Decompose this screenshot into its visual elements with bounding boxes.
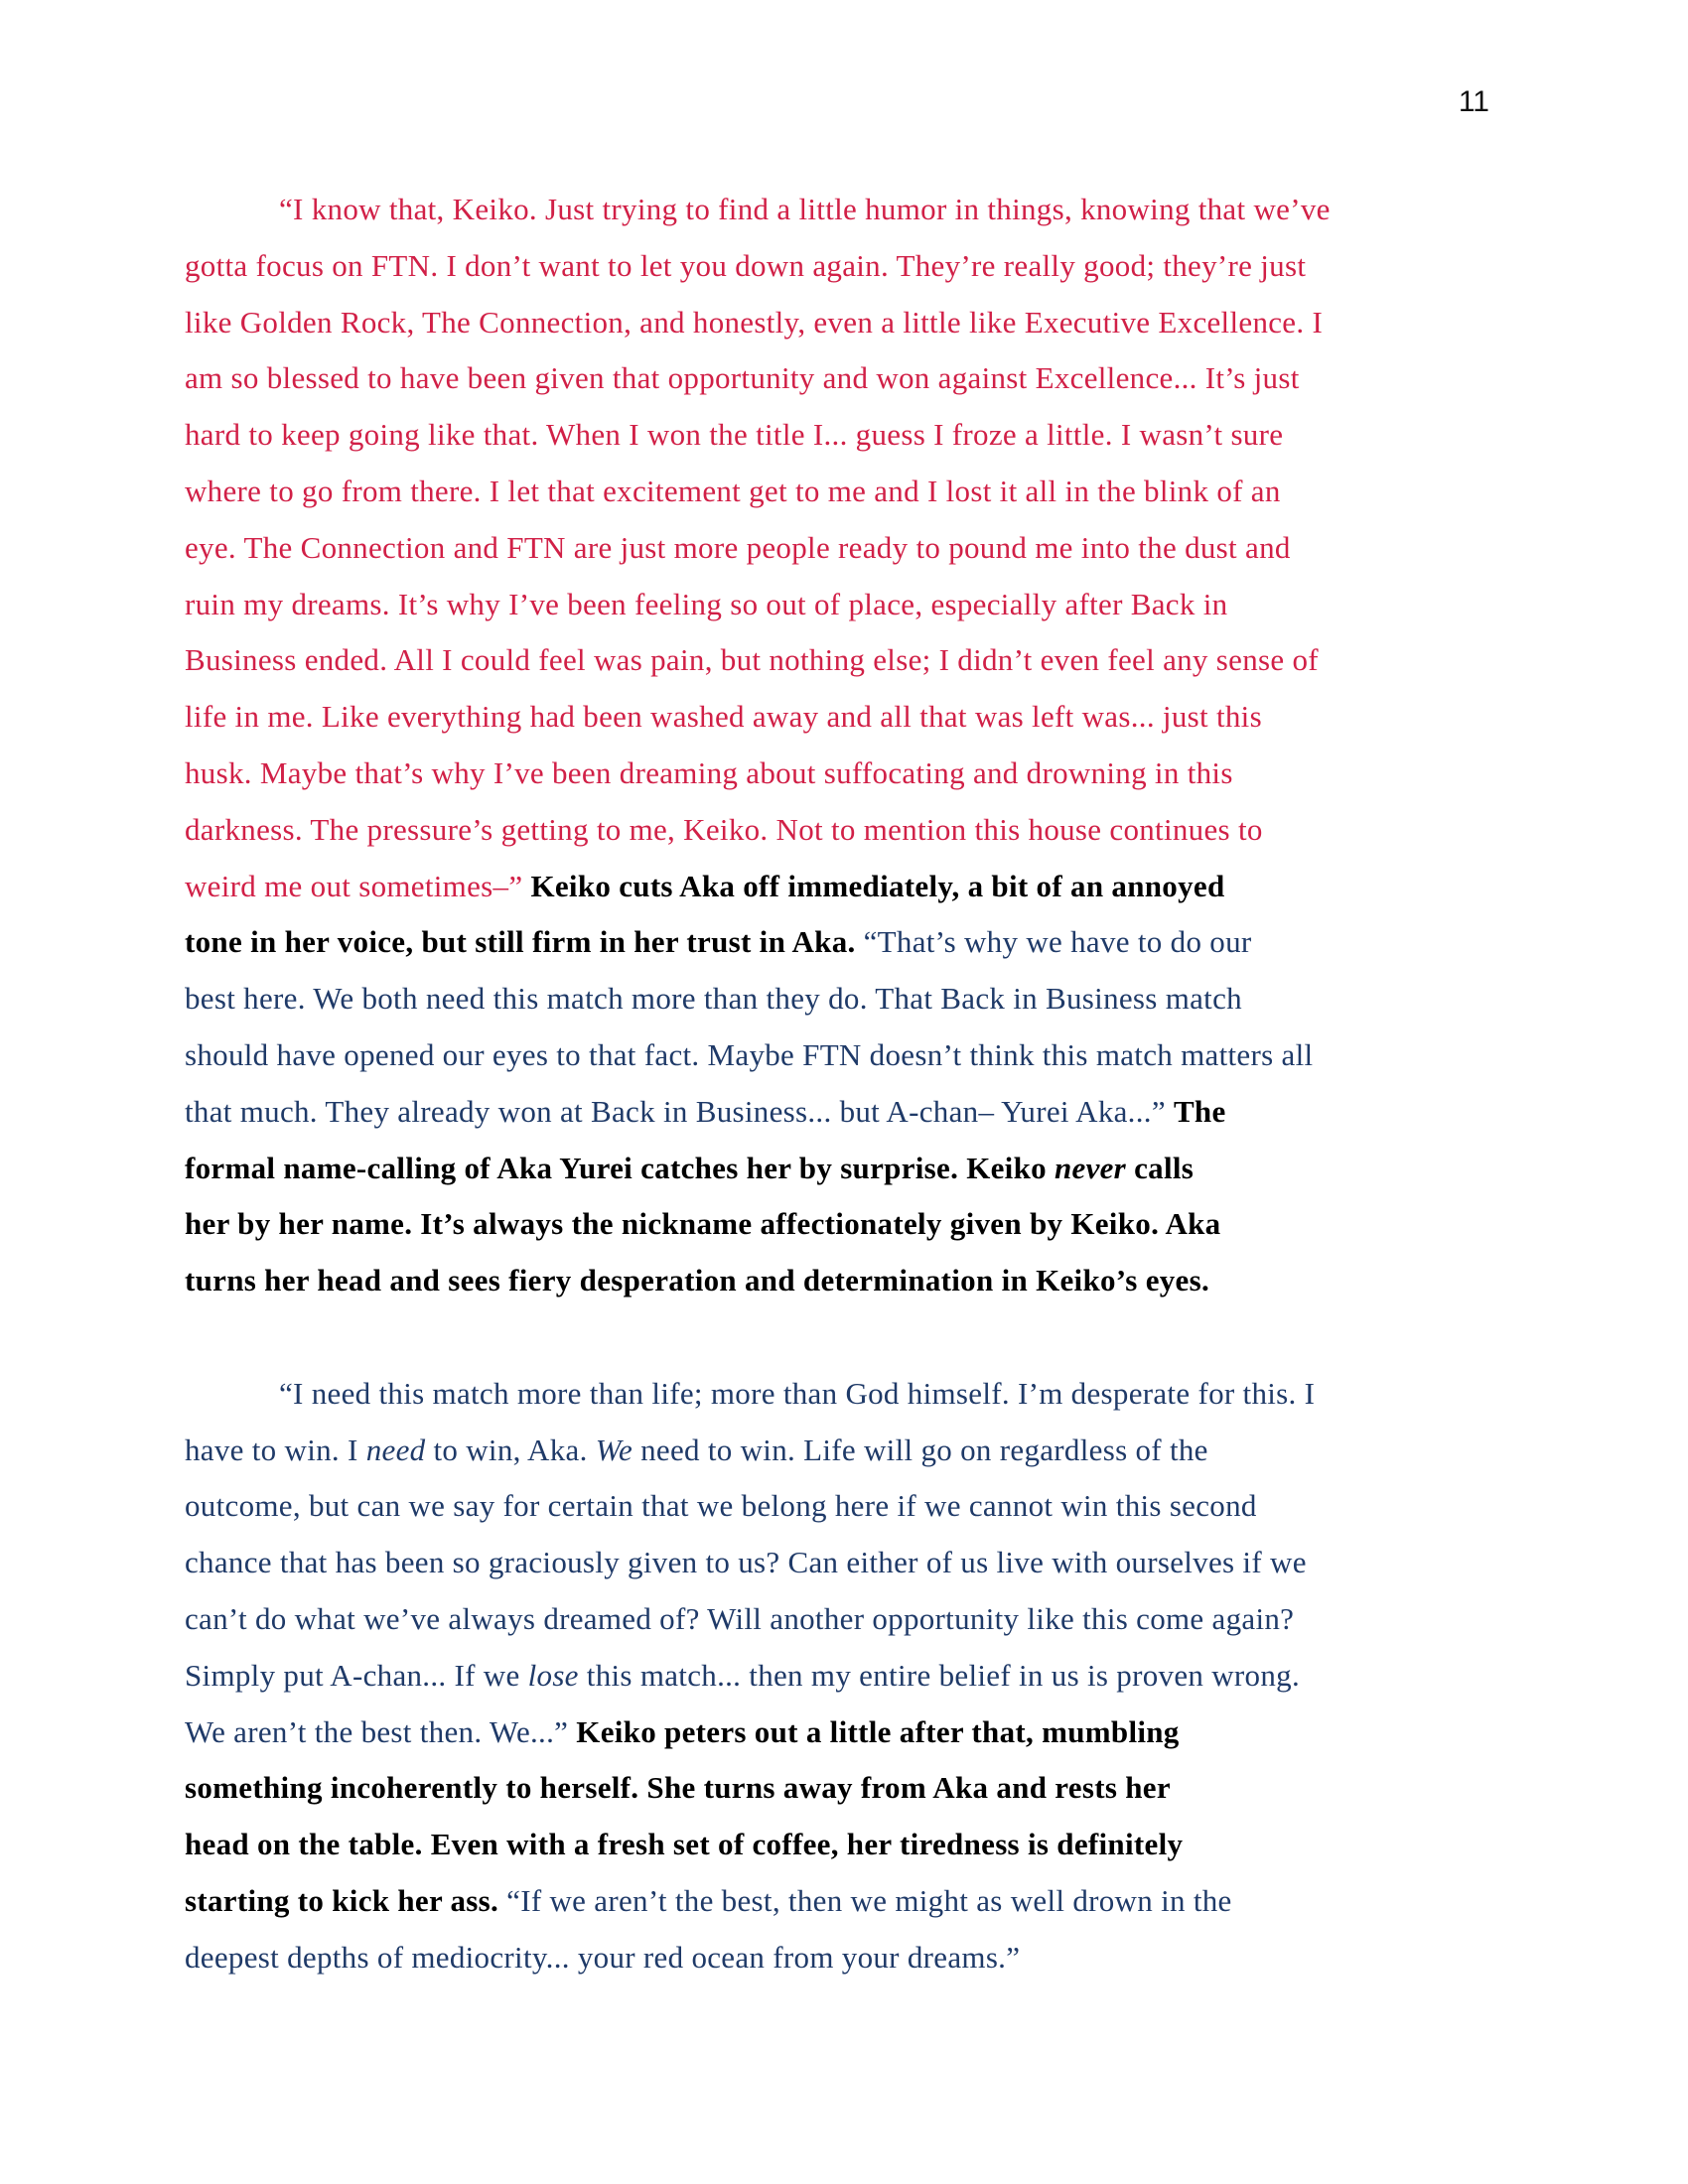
document-body bbox=[185, 182, 1515, 1986]
text-run-blue: can’t do what we’ve always dreamed of? Will another opportunity like this come again? bbox=[185, 1600, 1295, 1636]
text-run-blue: to win, Aka. bbox=[425, 1432, 596, 1467]
text-run-red: where to go from there. I let that excitement get to me and I lost it all in the blink of an bbox=[185, 473, 1281, 508]
paragraph bbox=[185, 182, 1515, 1309]
text-line bbox=[185, 1478, 1515, 1535]
text-run-bold: tone in her voice, but still firm in her trust in Aka. bbox=[185, 924, 864, 960]
text-line bbox=[185, 914, 1515, 971]
text-run-bold: The bbox=[1173, 1093, 1226, 1129]
text-run-bold: Keiko cuts Aka off immediately, a bit of an annoyed bbox=[530, 868, 1225, 903]
text-run-blue-italic: We bbox=[595, 1432, 633, 1467]
text-run-blue: should have opened our eyes to that fact. Maybe FTN doesn’t think this match matters all bbox=[185, 1036, 1314, 1072]
text-line bbox=[185, 350, 1515, 407]
text-run-red: like Golden Rock, The Connection, and honestly, even a little like Executive Excellence. I bbox=[185, 304, 1324, 340]
text-run-blue: need to win. Life will go on regardless of the bbox=[633, 1432, 1208, 1467]
text-line bbox=[185, 577, 1515, 633]
text-line bbox=[185, 689, 1515, 746]
text-run-bold: her by her name. It’s always the nickname affectionately given by Keiko. Aka bbox=[185, 1206, 1221, 1242]
text-run-blue: have to win. I bbox=[185, 1432, 366, 1467]
text-run-red: life in me. Like everything had been washed away and all that was left was... just this bbox=[185, 699, 1262, 735]
text-line bbox=[185, 1535, 1515, 1591]
text-run-red: gotta focus on FTN. I don’t want to let you down again. They’re really good; they’re just bbox=[185, 247, 1307, 283]
text-run-red: husk. Maybe that’s why I’ve been dreaming about suffocating and drowning in this bbox=[185, 754, 1233, 790]
text-line bbox=[185, 1760, 1515, 1817]
text-line bbox=[185, 464, 1515, 520]
text-line bbox=[185, 1253, 1515, 1309]
paragraph bbox=[185, 1366, 1515, 1986]
text-run-blue: chance that has been so graciously given to us? Can either of us live with ourselves if we bbox=[185, 1545, 1307, 1580]
text-line bbox=[185, 407, 1515, 464]
text-run-red: am so blessed to have been given that opportunity and won against Excellence... It’s just bbox=[185, 360, 1300, 396]
page-number: 11 bbox=[1458, 85, 1489, 118]
text-run-red: weird me out sometimes–” bbox=[185, 868, 531, 903]
text-run-bold: Keiko peters out a little after that, mumbling bbox=[576, 1713, 1180, 1749]
text-run-red: ruin my dreams. It’s why I’ve been feeling so out of place, especially after Back in bbox=[185, 586, 1228, 621]
text-line bbox=[185, 859, 1515, 915]
text-line bbox=[185, 802, 1515, 859]
text-run-blue: Simply put A-chan... If we bbox=[185, 1657, 528, 1693]
text-run-bold: calls bbox=[1126, 1150, 1195, 1185]
text-run-blue: best here. We both need this match more than they do. That Back in Business match bbox=[185, 981, 1242, 1017]
text-run-blue: outcome, but can we say for certain that we belong here if we cannot win this second bbox=[185, 1488, 1257, 1524]
text-run-blue: this match... then my entire belief in us is proven wrong. bbox=[578, 1657, 1300, 1693]
text-run-blue: We aren’t the best then. We...” bbox=[185, 1713, 577, 1749]
text-line bbox=[185, 1873, 1515, 1930]
text-run-blue: “I need this match more than life; more than God himself. I’m desperate for this. I bbox=[279, 1375, 1316, 1411]
text-run-blue: deepest depths of mediocrity... your red ocean from your dreams.” bbox=[185, 1939, 1021, 1975]
text-line bbox=[185, 746, 1515, 802]
text-run-red: hard to keep going like that. When I won the title I... guess I froze a little. I wasn’t sure bbox=[185, 417, 1284, 453]
text-line bbox=[185, 971, 1515, 1027]
text-line bbox=[185, 238, 1515, 295]
text-line bbox=[185, 632, 1515, 689]
text-line bbox=[185, 1141, 1515, 1197]
text-line bbox=[185, 182, 1515, 238]
text-run-blue-italic: need bbox=[365, 1432, 426, 1467]
text-line bbox=[185, 1084, 1515, 1141]
text-line bbox=[185, 1817, 1515, 1873]
text-run-blue: “That’s why we have to do our bbox=[863, 924, 1252, 960]
text-run-bold: turns her head and sees fiery desperation and determination in Keiko’s eyes. bbox=[185, 1263, 1210, 1298]
text-line bbox=[185, 295, 1515, 351]
text-run-red: eye. The Connection and FTN are just more people ready to pound me into the dust and bbox=[185, 529, 1291, 565]
text-run-bold: head on the table. Even with a fresh set of coffee, her tiredness is definitely bbox=[185, 1827, 1184, 1862]
text-run-red: darkness. The pressure’s getting to me, Keiko. Not to mention this house continues to bbox=[185, 811, 1263, 847]
text-line bbox=[185, 1423, 1515, 1479]
text-run-red: “I know that, Keiko. Just trying to find a little humor in things, knowing that we’ve bbox=[279, 192, 1331, 226]
text-run-blue: “If we aren’t the best, then we might as well drown in the bbox=[506, 1882, 1232, 1918]
text-run-bold-italic: never bbox=[1054, 1150, 1127, 1185]
text-run-red: Business ended. All I could feel was pain, but nothing else; I didn’t even feel any sense of bbox=[185, 642, 1319, 678]
text-line bbox=[185, 1196, 1515, 1253]
text-line bbox=[185, 520, 1515, 577]
text-line bbox=[185, 1705, 1515, 1761]
text-run-blue-italic: lose bbox=[527, 1657, 579, 1693]
text-run-blue: that much. They already won at Back in Business... but A-chan– Yurei Aka...” bbox=[185, 1093, 1174, 1129]
text-line bbox=[185, 1930, 1515, 1986]
text-line bbox=[185, 1366, 1515, 1423]
text-run-bold: formal name-calling of Aka Yurei catches her by surprise. Keiko bbox=[185, 1150, 1055, 1185]
text-run-bold: starting to kick her ass. bbox=[185, 1882, 507, 1918]
text-run-bold: something incoherently to herself. She turns away from Aka and rests her bbox=[185, 1770, 1171, 1806]
text-line bbox=[185, 1648, 1515, 1705]
text-line bbox=[185, 1027, 1515, 1084]
text-line bbox=[185, 1591, 1515, 1648]
